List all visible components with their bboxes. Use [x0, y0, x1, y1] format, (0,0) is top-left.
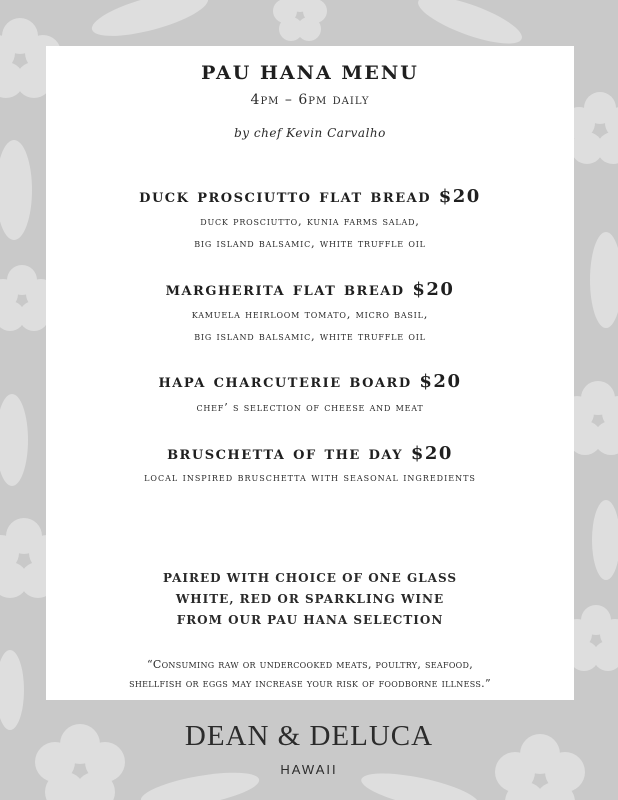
- pairing-line: WHITE, RED OR SPARKLING WINE: [175, 592, 445, 606]
- health-notice: shellfish or eggs may increase your risk of foodborne illness.”: [129, 677, 491, 690]
- menu-card: [46, 46, 574, 700]
- dish-name: duck prosciutto flat bread $20: [139, 186, 481, 207]
- dish-description: duck prosciutto, kunia farms salad,: [200, 214, 420, 228]
- dish-description: local inspired bruschetta with seasonal ingredients: [144, 471, 476, 484]
- menu-hours: 4pm – 6pm daily: [250, 92, 370, 108]
- dish-name: bruschetta of the day $20: [167, 443, 453, 464]
- dish-description: big island balsamic, white truffle oil: [194, 329, 426, 343]
- pairing-line: PAIRED WITH CHOICE OF ONE GLASS: [162, 571, 458, 585]
- dish-description: kamuela heirloom tomato, micro basil,: [191, 307, 429, 321]
- dish-name: hapa charcuterie board $20: [158, 371, 462, 392]
- brand-logo-text: DEAN & DELUCA: [184, 720, 434, 752]
- menu-title: PAU HANA MENU: [201, 62, 419, 84]
- dish-name: margherita flat bread $20: [165, 279, 455, 300]
- health-notice: “Consuming raw or undercooked meats, poultry, seafood,: [146, 658, 474, 671]
- dish-description: big island balsamic, white truffle oil: [194, 236, 426, 250]
- flower-icon: [273, 0, 327, 41]
- brand-location: HAWAII: [280, 762, 338, 777]
- pairing-line: FROM OUR PAU HANA SELECTION: [176, 613, 444, 627]
- chef-credit: by chef Kevin Carvalho: [234, 126, 386, 140]
- dish-description: chef’ s selection of cheese and meat: [196, 400, 424, 414]
